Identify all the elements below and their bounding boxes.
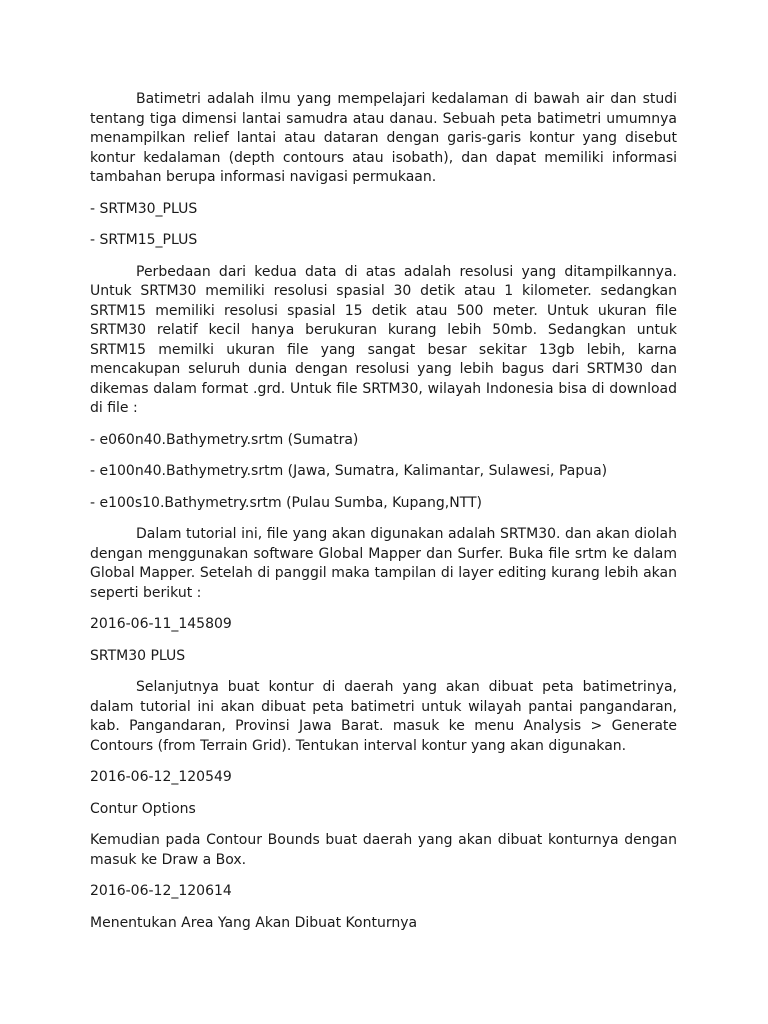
file-item-sumatra: - e060n40.Bathymetry.srtm (Sumatra) — [90, 431, 359, 448]
contour-paragraph: Selanjutnya buat kontur di daerah yang akan dibuat peta batimetrinya, dalam tutorial ini akan dibuat peta batimetri untuk wilayah pantai pangandaran, kab. Pangandaran, Provinsi Jawa Barat. masuk ke menu Analysis > Generate Contours (from Terrain Grid). Tentukan interval kontur yang akan digunakan. — [90, 679, 677, 754]
image-caption-title: Contur Options — [90, 800, 196, 817]
document-page — [90, 90, 677, 945]
image-caption-filename: 2016-06-11_145809 — [90, 616, 232, 632]
image-caption-title: Menentukan Area Yang Akan Dibuat Konturnya — [90, 914, 418, 931]
image-caption-filename: 2016-06-12_120549 — [90, 769, 232, 785]
bounds-paragraph: Kemudian pada Contour Bounds buat daerah yang akan dibuat konturnya dengan masuk ke Draw a Box. — [90, 832, 677, 868]
list-item-srtm30-plus: - SRTM30_PLUS — [90, 200, 198, 217]
file-item-sumba: - e100s10.Bathymetry.srtm (Pulau Sumba, Kupang,NTT) — [90, 494, 482, 511]
image-caption-filename: 2016-06-12_120614 — [90, 883, 232, 899]
image-caption-title: SRTM30 PLUS — [90, 647, 186, 664]
resolution-paragraph: Perbedaan dari kedua data di atas adalah resolusi yang ditampilkannya. Untuk SRTM30 memiliki resolusi spasial 30 detik atau 1 kilometer. sedangkan SRTM15 memiliki resolusi spasial 15 detik atau 500 meter. Untuk ukuran file SRTM30 relatif kecil hanya berukuran kurang lebih 50mb. Sedangkan untuk SRTM15 memilki ukuran file yang sangat besar sekitar 13gb lebih, karna mencakupan seluruh dunia dengan resolusi yang lebih bagus dari SRTM30 dan dikemas dalam format .grd. Untuk file SRTM30, wilayah Indonesia bisa di download di file : — [90, 263, 677, 416]
file-item-jawa: - e100n40.Bathymetry.srtm (Jawa, Sumatra, Kalimantar, Sulawesi, Papua) — [90, 463, 608, 479]
list-item-srtm15-plus: - SRTM15_PLUS — [90, 232, 198, 248]
tutorial-paragraph: Dalam tutorial ini, file yang akan digunakan adalah SRTM30. dan akan diolah dengan menggunakan software Global Mapper dan Surfer. Buka file srtm ke dalam Global Mapper. Setelah di panggil maka tampilan di layer editing kurang lebih akan seperti berikut : — [90, 526, 677, 601]
intro-paragraph: Batimetri adalah ilmu yang mempelajari kedalaman di bawah air dan studi tentang tiga dimensi lantai samudra atau danau. Sebuah peta batimetri umumnya menampilkan relief lantai atau dataran dengan garis-garis kontur yang disebut kontur kedalaman (depth contours atau isobath), dan dapat memiliki informasi tambahan berupa informasi navigasi permukaan. — [90, 91, 677, 185]
